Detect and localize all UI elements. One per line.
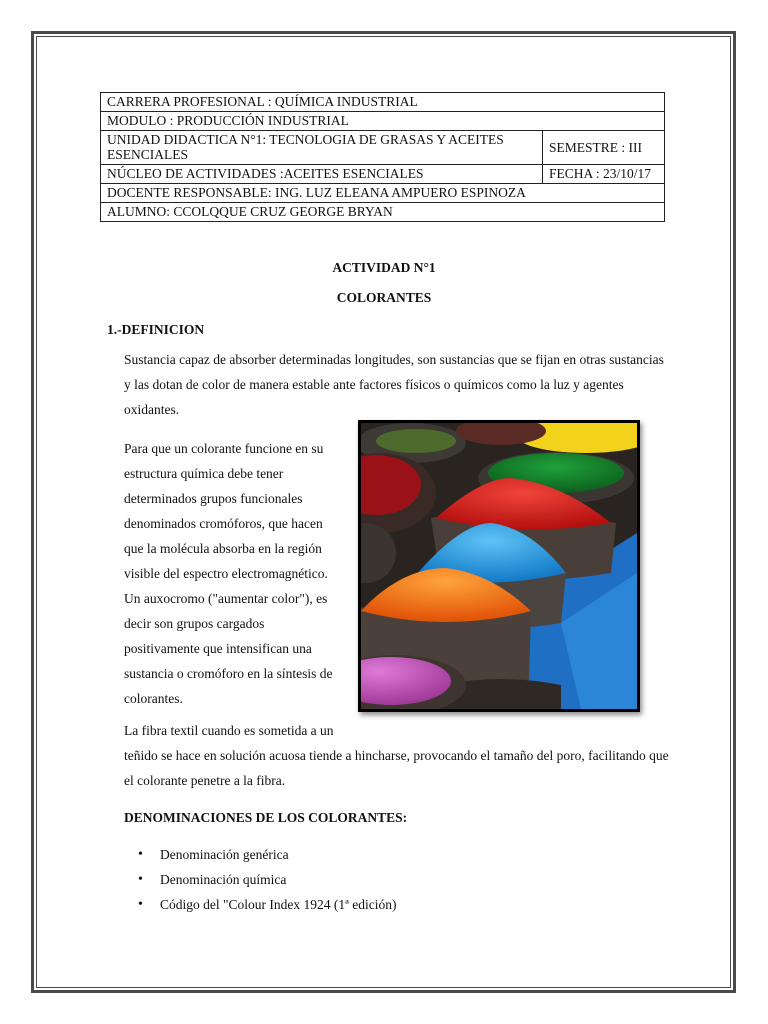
- unidad-cell: UNIDAD DIDACTICA N°1: TECNOLOGIA DE GRASAS Y ACEITES ESENCIALES: [101, 131, 543, 165]
- cromoforos-line: estructura química debe tener: [124, 466, 284, 481]
- definition-paragraph: Sustancia capaz de absorber determinadas longitudes, son sustancias que se fijan en otras sustancias y las dotan de color de manera estable ante factores físicos o químicos como la luz y agentes oxidantes.: [124, 352, 664, 417]
- cromoforos-line: que la molécula absorba en la región: [124, 541, 322, 556]
- cromoforos-line: decir son grupos cargados: [124, 616, 265, 631]
- denominaciones-title: DENOMINACIONES DE LOS COLORANTES:: [124, 810, 408, 825]
- header-row-modulo: [101, 112, 665, 131]
- header-row-nucleo: [101, 165, 665, 184]
- header-row-carrera: [101, 93, 665, 112]
- alumno-cell: ALUMNO: CCOLQQUE CRUZ GEORGE BRYAN: [101, 203, 665, 222]
- list-item: • Código del "Colour Index 1924 (1ª edición): [160, 892, 396, 917]
- cromoforos-line: colorantes.: [124, 691, 183, 706]
- header-table: [100, 92, 665, 222]
- section-definicion-title: 1.-DEFINICION: [107, 322, 205, 337]
- fibra-paragraph: [124, 718, 669, 793]
- cromoforos-line: denominados cromóforos, que hacen: [124, 516, 323, 531]
- semestre-cell: SEMESTRE : III: [543, 131, 665, 165]
- list-item: • Denominación genérica: [160, 842, 396, 867]
- cromoforos-line: Para que un colorante funcione en su: [124, 441, 324, 456]
- cromoforos-line: determinados grupos funcionales: [124, 491, 303, 506]
- topic-title: COLORANTES: [336, 290, 432, 305]
- fibra-first-line: La fibra textil cuando es sometida a un: [124, 723, 334, 738]
- colored-pigments-photo: [358, 420, 640, 712]
- fecha-cell: FECHA : 23/10/17: [543, 165, 665, 184]
- activity-title: ACTIVIDAD N°1: [332, 260, 436, 275]
- cromoforos-line: visible del espectro electromagnético.: [124, 566, 328, 581]
- modulo-cell: MODULO : PRODUCCIÓN INDUSTRIAL: [101, 112, 665, 131]
- cromoforos-line: sustancia o cromóforo en la síntesis de: [124, 666, 333, 681]
- cromoforos-paragraph: [124, 436, 356, 711]
- header-row-alumno: [101, 203, 665, 222]
- nucleo-cell: NÚCLEO DE ACTIVIDADES :ACEITES ESENCIALES: [101, 165, 543, 184]
- fibra-rest-text: teñido se hace en solución acuosa tiende a hincharse, provocando el tamaño del poro, facilitando que el colorante penetre a la fibra.: [124, 748, 669, 788]
- denominaciones-list: [124, 842, 396, 917]
- cromoforos-line: Un auxocromo ("aumentar color"), es: [124, 591, 328, 606]
- header-row-unidad: [101, 131, 665, 165]
- carrera-cell: CARRERA PROFESIONAL : QUÍMICA INDUSTRIAL: [101, 93, 665, 112]
- cromoforos-line: positivamente que intensifican una: [124, 641, 312, 656]
- header-row-docente: [101, 184, 665, 203]
- list-item: • Denominación química: [160, 867, 396, 892]
- docente-cell: DOCENTE RESPONSABLE: ING. LUZ ELEANA AMPUERO ESPINOZA: [101, 184, 665, 203]
